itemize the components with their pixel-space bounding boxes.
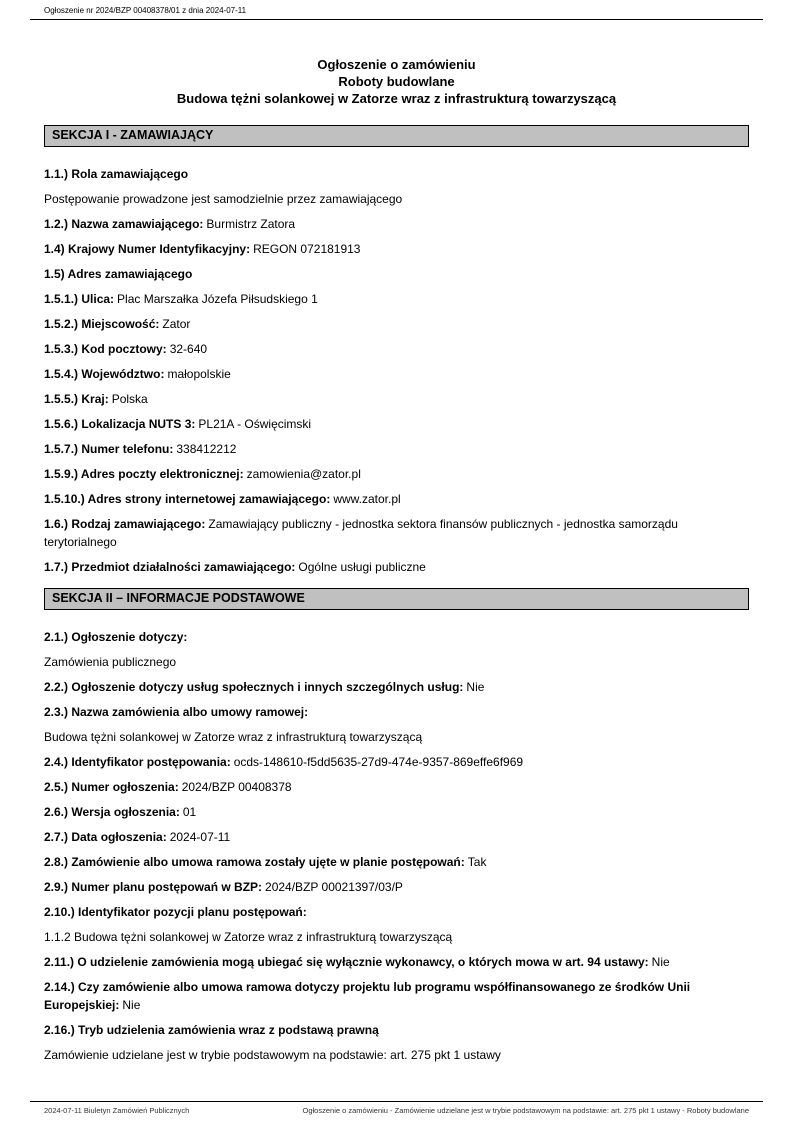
field-value: 2024/BZP 00408378	[181, 780, 292, 794]
field-text: 1.1.2 Budowa tężni solankowej w Zatorze wraz z infrastrukturą towarzyszącą	[44, 930, 453, 944]
field-row	[44, 853, 749, 871]
field-value: Nie	[466, 680, 485, 694]
field-value: Nie	[122, 998, 141, 1012]
field-text: Zamówienie udzielane jest w trybie podstawowym na podstawie: art. 275 pkt 1 ustawy	[44, 1048, 501, 1062]
section-title: SEKCJA I - ZAMAWIAJĄCY	[52, 128, 214, 142]
field-value: małopolskie	[167, 367, 231, 381]
field-value: Polska	[111, 392, 148, 406]
field-label: 2.14.) Czy zamówienie albo umowa ramowa dotyczy projektu lub programu współfinansowanego ze środków Unii Europejskiej:	[44, 980, 691, 1012]
field-row	[44, 415, 749, 433]
footer-left-text: 2024-07-11 Biuletyn Zamówień Publicznych	[44, 1106, 190, 1115]
field-label: 2.6.) Wersja ogłoszenia:	[44, 805, 180, 819]
field-value: ocds-148610-f5dd5635-27d9-474e-9357-869effe6f969	[233, 755, 524, 769]
footer-right-text: Ogłoszenie o zamówieniu - Zamówienie udzielane jest w trybie podstawowym na podstawie: art. 275 pkt 1 ustawy - Roboty budowlane	[302, 1106, 749, 1115]
page-footer	[30, 1101, 763, 1115]
field-row	[44, 828, 749, 846]
field-value: Zator	[162, 317, 191, 331]
field-label: 2.4.) Identyfikator postępowania:	[44, 755, 231, 769]
footer-row	[30, 1102, 763, 1115]
field-row	[44, 290, 749, 308]
field-row	[44, 953, 749, 971]
field-value: 01	[182, 805, 197, 819]
field-label: 1.5.4.) Województwo:	[44, 367, 165, 381]
field-label: 1.5.2.) Miejscowość:	[44, 317, 160, 331]
field-heading	[44, 903, 749, 921]
field-label: 1.5.10.) Adres strony internetowej zamawiającego:	[44, 492, 331, 506]
field-row	[44, 215, 749, 233]
field-label: 2.2.) Ogłoszenie dotyczy usług społecznych i innych szczególnych usług:	[44, 680, 464, 694]
title-notice-type: Ogłoszenie o zamówieniu	[317, 57, 476, 72]
field-label: 1.2.) Nazwa zamawiającego:	[44, 217, 204, 231]
field-heading-text: 1.5) Adres zamawiającego	[44, 267, 193, 281]
field-row	[44, 753, 749, 771]
field-heading	[44, 165, 749, 183]
field-label: 2.9.) Numer planu postępowań w BZP:	[44, 880, 263, 894]
field-row	[44, 515, 749, 551]
field-row	[44, 315, 749, 333]
field-label: 1.6.) Rodzaj zamawiającego:	[44, 517, 206, 531]
field-row	[44, 465, 749, 483]
section-header	[44, 125, 749, 147]
sections-container	[44, 125, 749, 1064]
field-heading-text: 1.1.) Rola zamawiającego	[44, 167, 189, 181]
section-title: SEKCJA II – INFORMACJE PODSTAWOWE	[52, 591, 305, 605]
field-label: 1.5.6.) Lokalizacja NUTS 3:	[44, 417, 196, 431]
field-label: 2.7.) Data ogłoszenia:	[44, 830, 167, 844]
field-heading	[44, 1021, 749, 1039]
field-heading	[44, 265, 749, 283]
field-heading-text: 2.10.) Identyfikator pozycji planu postępowań:	[44, 905, 307, 919]
field-value: Plac Marszałka Józefa Piłsudskiego 1	[117, 292, 318, 306]
field-text: Postępowanie prowadzone jest samodzielnie przez zamawiającego	[44, 192, 403, 206]
field-label: 1.5.1.) Ulica:	[44, 292, 115, 306]
field-label: 2.11.) O udzielenie zamówienia mogą ubiegać się wyłącznie wykonawcy, o których mowa w art. 94 ustawy:	[44, 955, 649, 969]
title-contract-name: Budowa tężni solankowej w Zatorze wraz z infrastrukturą towarzyszącą	[176, 91, 617, 106]
field-row	[44, 803, 749, 821]
field-label: 2.8.) Zamówienie albo umowa ramowa zostały ujęte w planie postępowań:	[44, 855, 465, 869]
field-row	[44, 390, 749, 408]
page-header	[44, 6, 749, 16]
field-text: Zamówienia publicznego	[44, 655, 177, 669]
field-heading-text: 2.1.) Ogłoszenie dotyczy:	[44, 630, 188, 644]
field-label: 1.5.9.) Adres poczty elektronicznej:	[44, 467, 244, 481]
field-value: Tak	[467, 855, 487, 869]
field-row	[44, 240, 749, 258]
field-label: 1.5.7.) Numer telefonu:	[44, 442, 174, 456]
field-text: Budowa tężni solankowej w Zatorze wraz z infrastrukturą towarzyszącą	[44, 730, 423, 744]
field-row	[44, 558, 749, 576]
field-label: 2.5.) Numer ogłoszenia:	[44, 780, 179, 794]
field-label: 1.5.3.) Kod pocztowy:	[44, 342, 167, 356]
field-value: 32-640	[169, 342, 208, 356]
field-row	[44, 778, 749, 796]
field-row	[44, 440, 749, 458]
field-heading	[44, 628, 749, 646]
field-value: Ogólne usługi publiczne	[298, 560, 426, 574]
header-divider	[30, 19, 763, 20]
field-row	[44, 340, 749, 358]
field-label: 1.7.) Przedmiot działalności zamawiającego:	[44, 560, 296, 574]
field-value: 2024/BZP 00021397/03/P	[265, 880, 403, 894]
field-value: 2024-07-11	[169, 830, 231, 844]
document-title	[44, 56, 749, 107]
notice-number: Ogłoszenie nr 2024/BZP 00408378/01 z dnia 2024-07-11	[44, 6, 247, 15]
field-heading-text: 2.16.) Tryb udzielenia zamówienia wraz z podstawą prawną	[44, 1023, 379, 1037]
field-value: Burmistrz Zatora	[206, 217, 296, 231]
field-row	[44, 678, 749, 696]
field-value: 338412212	[176, 442, 237, 456]
section-header	[44, 588, 749, 610]
field-value: PL21A - Oświęcimski	[198, 417, 312, 431]
field-label: 1.5.5.) Kraj:	[44, 392, 109, 406]
field-value: zamowienia@zator.pl	[246, 467, 361, 481]
field-heading	[44, 703, 749, 721]
field-label: 1.4) Krajowy Numer Identyfikacyjny:	[44, 242, 251, 256]
field-row	[44, 878, 749, 896]
field-value: Nie	[651, 955, 670, 969]
field-row	[44, 490, 749, 508]
field-row	[44, 365, 749, 383]
field-row	[44, 978, 749, 1014]
field-heading-text: 2.3.) Nazwa zamówienia albo umowy ramowej:	[44, 705, 309, 719]
field-value: www.zator.pl	[333, 492, 401, 506]
field-value: Zamawiający publiczny - jednostka sektora finansów publicznych - jednostka samorządu terytorialnego	[44, 517, 678, 549]
title-works-type: Roboty budowlane	[338, 74, 455, 89]
field-value: REGON 072181913	[253, 242, 361, 256]
